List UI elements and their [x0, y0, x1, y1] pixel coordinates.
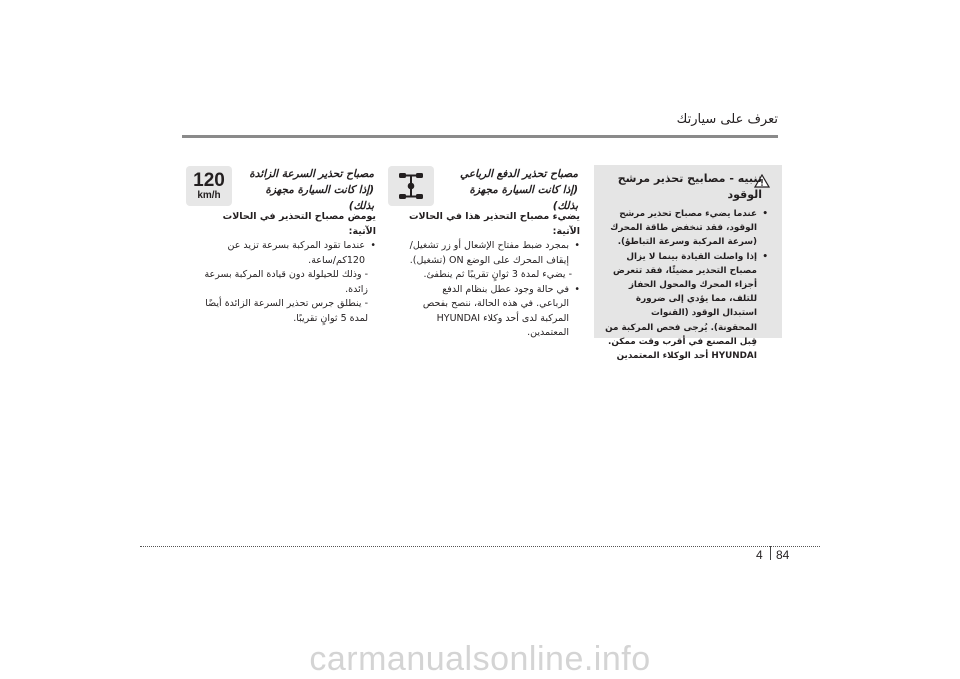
header-divider [182, 135, 778, 138]
caution-item: • إذا واصلت القيادة بينما لا يزال مصباح التحذير مضيئًا، فقد تتعرض أجزاء المحرك والمحول الحفاز للتلف، مما يؤدي إلى ضرورة استبدال الوقود (القنوات المحقونة). يُرجى فحص المركبة من قِبل المصنع في أقرب وقت ممكن. HYUNDAI أحد الوكلاء المعتمدين [602, 250, 768, 364]
overspeed-warning-title: مصباح تحذير السرعة الزائدة (إذا كانت السيارة مجهزة بذلك) [249, 168, 374, 212]
rear-warning-item: • في حالة وجود عطل بنظام الدفع الرباعي. في هذه الحالة، ننصح بفحص المركبة لدى أحد وكلاء HYUNDAI المعتمدين. [408, 283, 580, 341]
overspeed-warning-body [196, 210, 376, 326]
speed-unit: km/h [197, 190, 221, 201]
rear-warning-item: • بمجرد ضبط مفتاح الإشعال أو زر تشغيل/إيقاف المحرك على الوضع ON (تشغيل). [408, 239, 580, 268]
rear-warning-intro: يضيء مصباح التحذير هذا في الحالات الآتية: [409, 211, 580, 237]
rear-warning-subitem: - يضيء لمدة 3 ثوانٍ تقريبًا ثم ينطفئ. [423, 269, 572, 280]
caution-item: • عندما يضيء مصباح تحذير مرشح الوقود، فقد تنخفض طاقة المحرك (سرعة المركبة وسرعة التباطؤ). [602, 207, 768, 250]
caution-title: تنبيه - مصابيح تحذير مرشح الوقود [617, 172, 762, 201]
overspeed-warning-item: • عندما تقود المركبة بسرعة تزيد عن 120كم/ساعة. [196, 239, 376, 268]
overspeed-warning-subitem: - وذلك للحيلولة دون قيادة المركبة بسرعة زائدة. [204, 269, 368, 295]
rear-warning-title: مصباح تحذير الدفع الرباعي (إذا كانت السيارة مجهزة بذلك) [459, 168, 578, 212]
overspeed-warning-icon [186, 166, 232, 206]
rear-differential-lock-icon [388, 166, 434, 206]
rear-warning-body [408, 210, 580, 341]
footer-divider [140, 546, 820, 547]
overspeed-warning-subitem: - ينطلق جرس تحذير السرعة الزائدة أيضًا لمدة 5 ثوانٍ تقريبًا. [205, 298, 368, 324]
footer-separator [770, 546, 771, 560]
page-number: 84 [776, 548, 790, 562]
caution-box [594, 165, 782, 362]
speed-limit-number: 120 [193, 170, 225, 191]
overspeed-warning-intro: يومض مصباح التحذير في الحالات الآتية: [222, 211, 376, 237]
watermark: carmanualsonline.info [309, 640, 651, 678]
section-title: تعرف على سيارتك [676, 112, 778, 127]
chapter-number: 4 [756, 548, 763, 562]
caution-body [602, 207, 768, 363]
